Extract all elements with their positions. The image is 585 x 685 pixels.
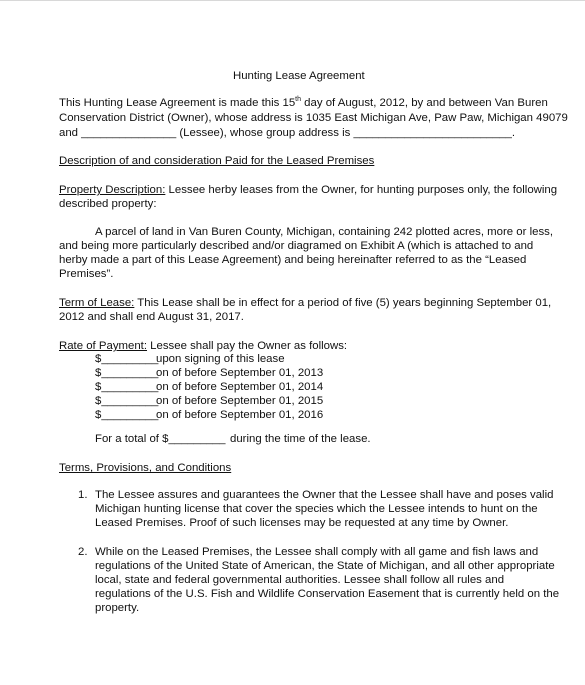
intro-line-3: and _______________ (Lessee), whose group address is _________________________.	[59, 127, 516, 139]
payment-row	[95, 352, 158, 366]
intro-line-2: Conservation District (Owner), whose address is 1035 East Michigan Ave, Paw Paw, Michigan 49079	[59, 112, 568, 124]
intro-line-1-b: day of August, 2012, by and between Van Buren	[301, 97, 548, 109]
page-top-edge	[0, 0, 585, 1]
intro-line-1-a: This Hunting Lease Agreement is made this 15	[59, 97, 296, 109]
payment-row	[95, 380, 158, 394]
term-item-1-line-3: Leased Premises. Proof of such licenses may be requested at any time by Owner.	[95, 517, 509, 529]
payment-row-text: on of before September 01, 2016	[156, 409, 324, 421]
term-item-1-line-1: The Lessee assures and guarantees the Owner that the Lessee shall have and poses valid	[95, 489, 554, 501]
payment-amount-blank: $_________	[95, 409, 159, 421]
term-item-2-line-4: regulations of the U.S. Fish and Wildlife Conservation Easement that is currently held on the	[95, 588, 560, 600]
section-description-heading: Description of and consideration Paid for the Leased Premises	[59, 155, 375, 167]
property-description-line-2: described property:	[59, 198, 157, 210]
property-description-line-1	[59, 183, 557, 197]
list-number: 1.	[78, 489, 88, 501]
payment-row	[95, 366, 158, 380]
payment-amount-blank: $_________	[95, 353, 159, 365]
payment-row-text: on of before September 01, 2015	[156, 395, 324, 407]
payment-row	[95, 394, 158, 408]
payment-label: Rate of Payment:	[59, 340, 148, 352]
payment-text: Lessee shall pay the Owner as follows:	[147, 340, 348, 352]
terms-heading: Terms, Provisions, and Conditions	[59, 462, 232, 474]
parcel-line-1: A parcel of land in Van Buren County, Michigan, containing 242 plotted acres, more or less,	[95, 226, 553, 238]
term-item-2-line-2: regulations of the United State of American, the State of Michigan, and all other appropriate	[95, 560, 555, 572]
parcel-line-3: herby made a part of this Lease Agreement) and being hereinafter referred to as the “Leased	[59, 254, 527, 266]
payment-amount-blank: $_________	[95, 367, 159, 379]
payment-line-1	[59, 339, 347, 353]
list-number: 2.	[78, 546, 88, 558]
parcel-line-2: and being more particularly described and/or diagramed on Exhibit A (which is attached to and	[59, 240, 534, 252]
term-text: This Lease shall be in effect for a period of five (5) years beginning September 01,	[134, 297, 552, 309]
term-item-2-line-5: property.	[95, 602, 140, 614]
payment-row	[95, 408, 158, 422]
term-item-2-line-1: While on the Leased Premises, the Lessee shall comply with all game and fish laws and	[95, 546, 539, 558]
term-line-2: 2012 and shall end August 31, 2017.	[59, 311, 244, 323]
payment-total-text: during the time of the lease.	[230, 433, 371, 445]
payment-total-amount: For a total of $_________	[95, 433, 226, 445]
term-label: Term of Lease:	[59, 297, 135, 309]
property-description-label: Property Description:	[59, 184, 166, 196]
parcel-line-4: Premises”.	[59, 268, 114, 280]
payment-row-text: on of before September 01, 2014	[156, 381, 324, 393]
term-item-2-line-3: local, state and federal governmental authorities. Lessee shall follow all rules and	[95, 574, 505, 586]
term-line-1	[59, 296, 551, 310]
payment-row-text: on of before September 01, 2013	[156, 367, 324, 379]
payment-row-text: upon signing of this lease	[156, 353, 285, 365]
term-item-1-line-2: Michigan hunting license that cover the species which the Lessee intends to hunt on the	[95, 503, 538, 515]
document-title: Hunting Lease Agreement	[233, 70, 365, 82]
intro-ordinal-suffix: th	[295, 96, 302, 104]
payment-amount-blank: $_________	[95, 395, 159, 407]
intro-line-1	[59, 96, 548, 110]
property-description-text: Lessee herby leases from the Owner, for hunting purposes only, the following	[165, 184, 558, 196]
payment-amount-blank: $_________	[95, 381, 159, 393]
